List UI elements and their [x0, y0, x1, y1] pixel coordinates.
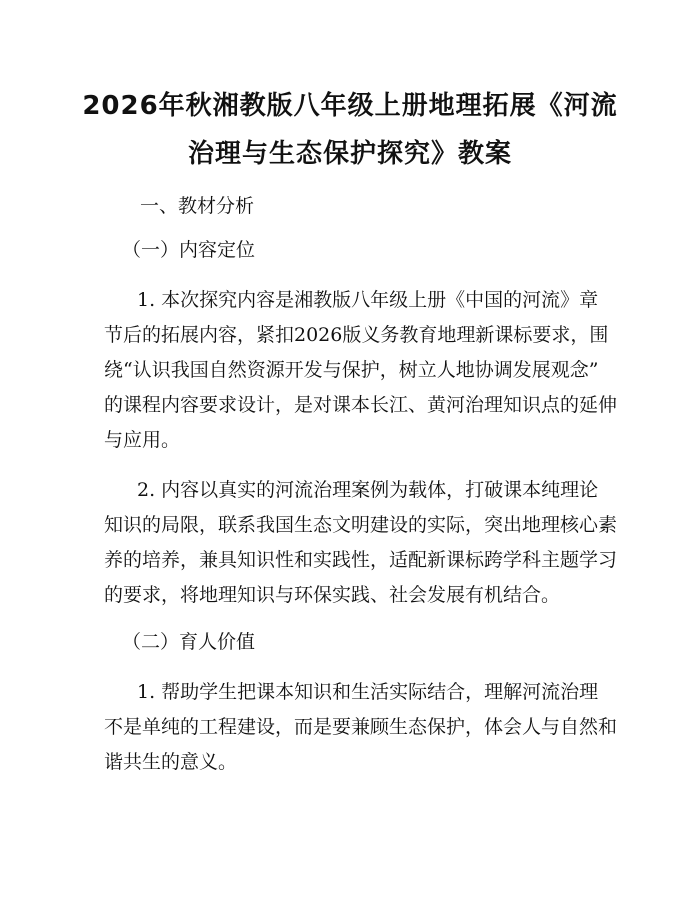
- paragraph-line: 与应用。: [104, 429, 181, 451]
- paragraph-line: 知识的局限，联系我国生态文明建设的实际，突出地理核心素: [104, 514, 618, 536]
- paragraph-line: 绕“认识我国自然资源开发与保护，树立人地协调发展观念”: [104, 359, 599, 381]
- paragraph-line: 谐共生的意义。: [104, 751, 238, 773]
- paragraph-line: 2. 内容以真实的河流治理案例为载体，打破课本纯理论: [137, 479, 599, 501]
- paragraph-line: 不是单纯的工程建设，而是要兼顾生态保护，体会人与自然和: [104, 716, 618, 738]
- paragraph-line: 养的培养，兼具知识性和实践性，适配新课标跨学科主题学习: [104, 549, 618, 571]
- paragraph-line: 1. 帮助学生把课本知识和生活实际结合，理解河流治理: [137, 681, 599, 703]
- paragraph-line: 的要求，将地理知识与环保实践、社会发展有机结合。: [104, 584, 561, 606]
- subsection-heading: （二）育人价值: [122, 631, 256, 653]
- paragraph-line: 节后的拓展内容，紧扣2026版义务教育地理新课标要求，围: [104, 324, 609, 346]
- document-title-line-2: 治理与生态保护探究》教案: [187, 139, 512, 169]
- section-heading: 一、教材分析: [140, 195, 255, 217]
- subsection-heading: （一）内容定位: [122, 239, 256, 261]
- document-title-line-1: 2026年秋湘教版八年级上册地理拓展《河流: [82, 91, 618, 121]
- paragraph-line: 1. 本次探究内容是湘教版八年级上册《中国的河流》章: [137, 289, 599, 311]
- paragraph-line: 的课程内容要求设计，是对课本长江、黄河治理知识点的延伸: [104, 394, 618, 416]
